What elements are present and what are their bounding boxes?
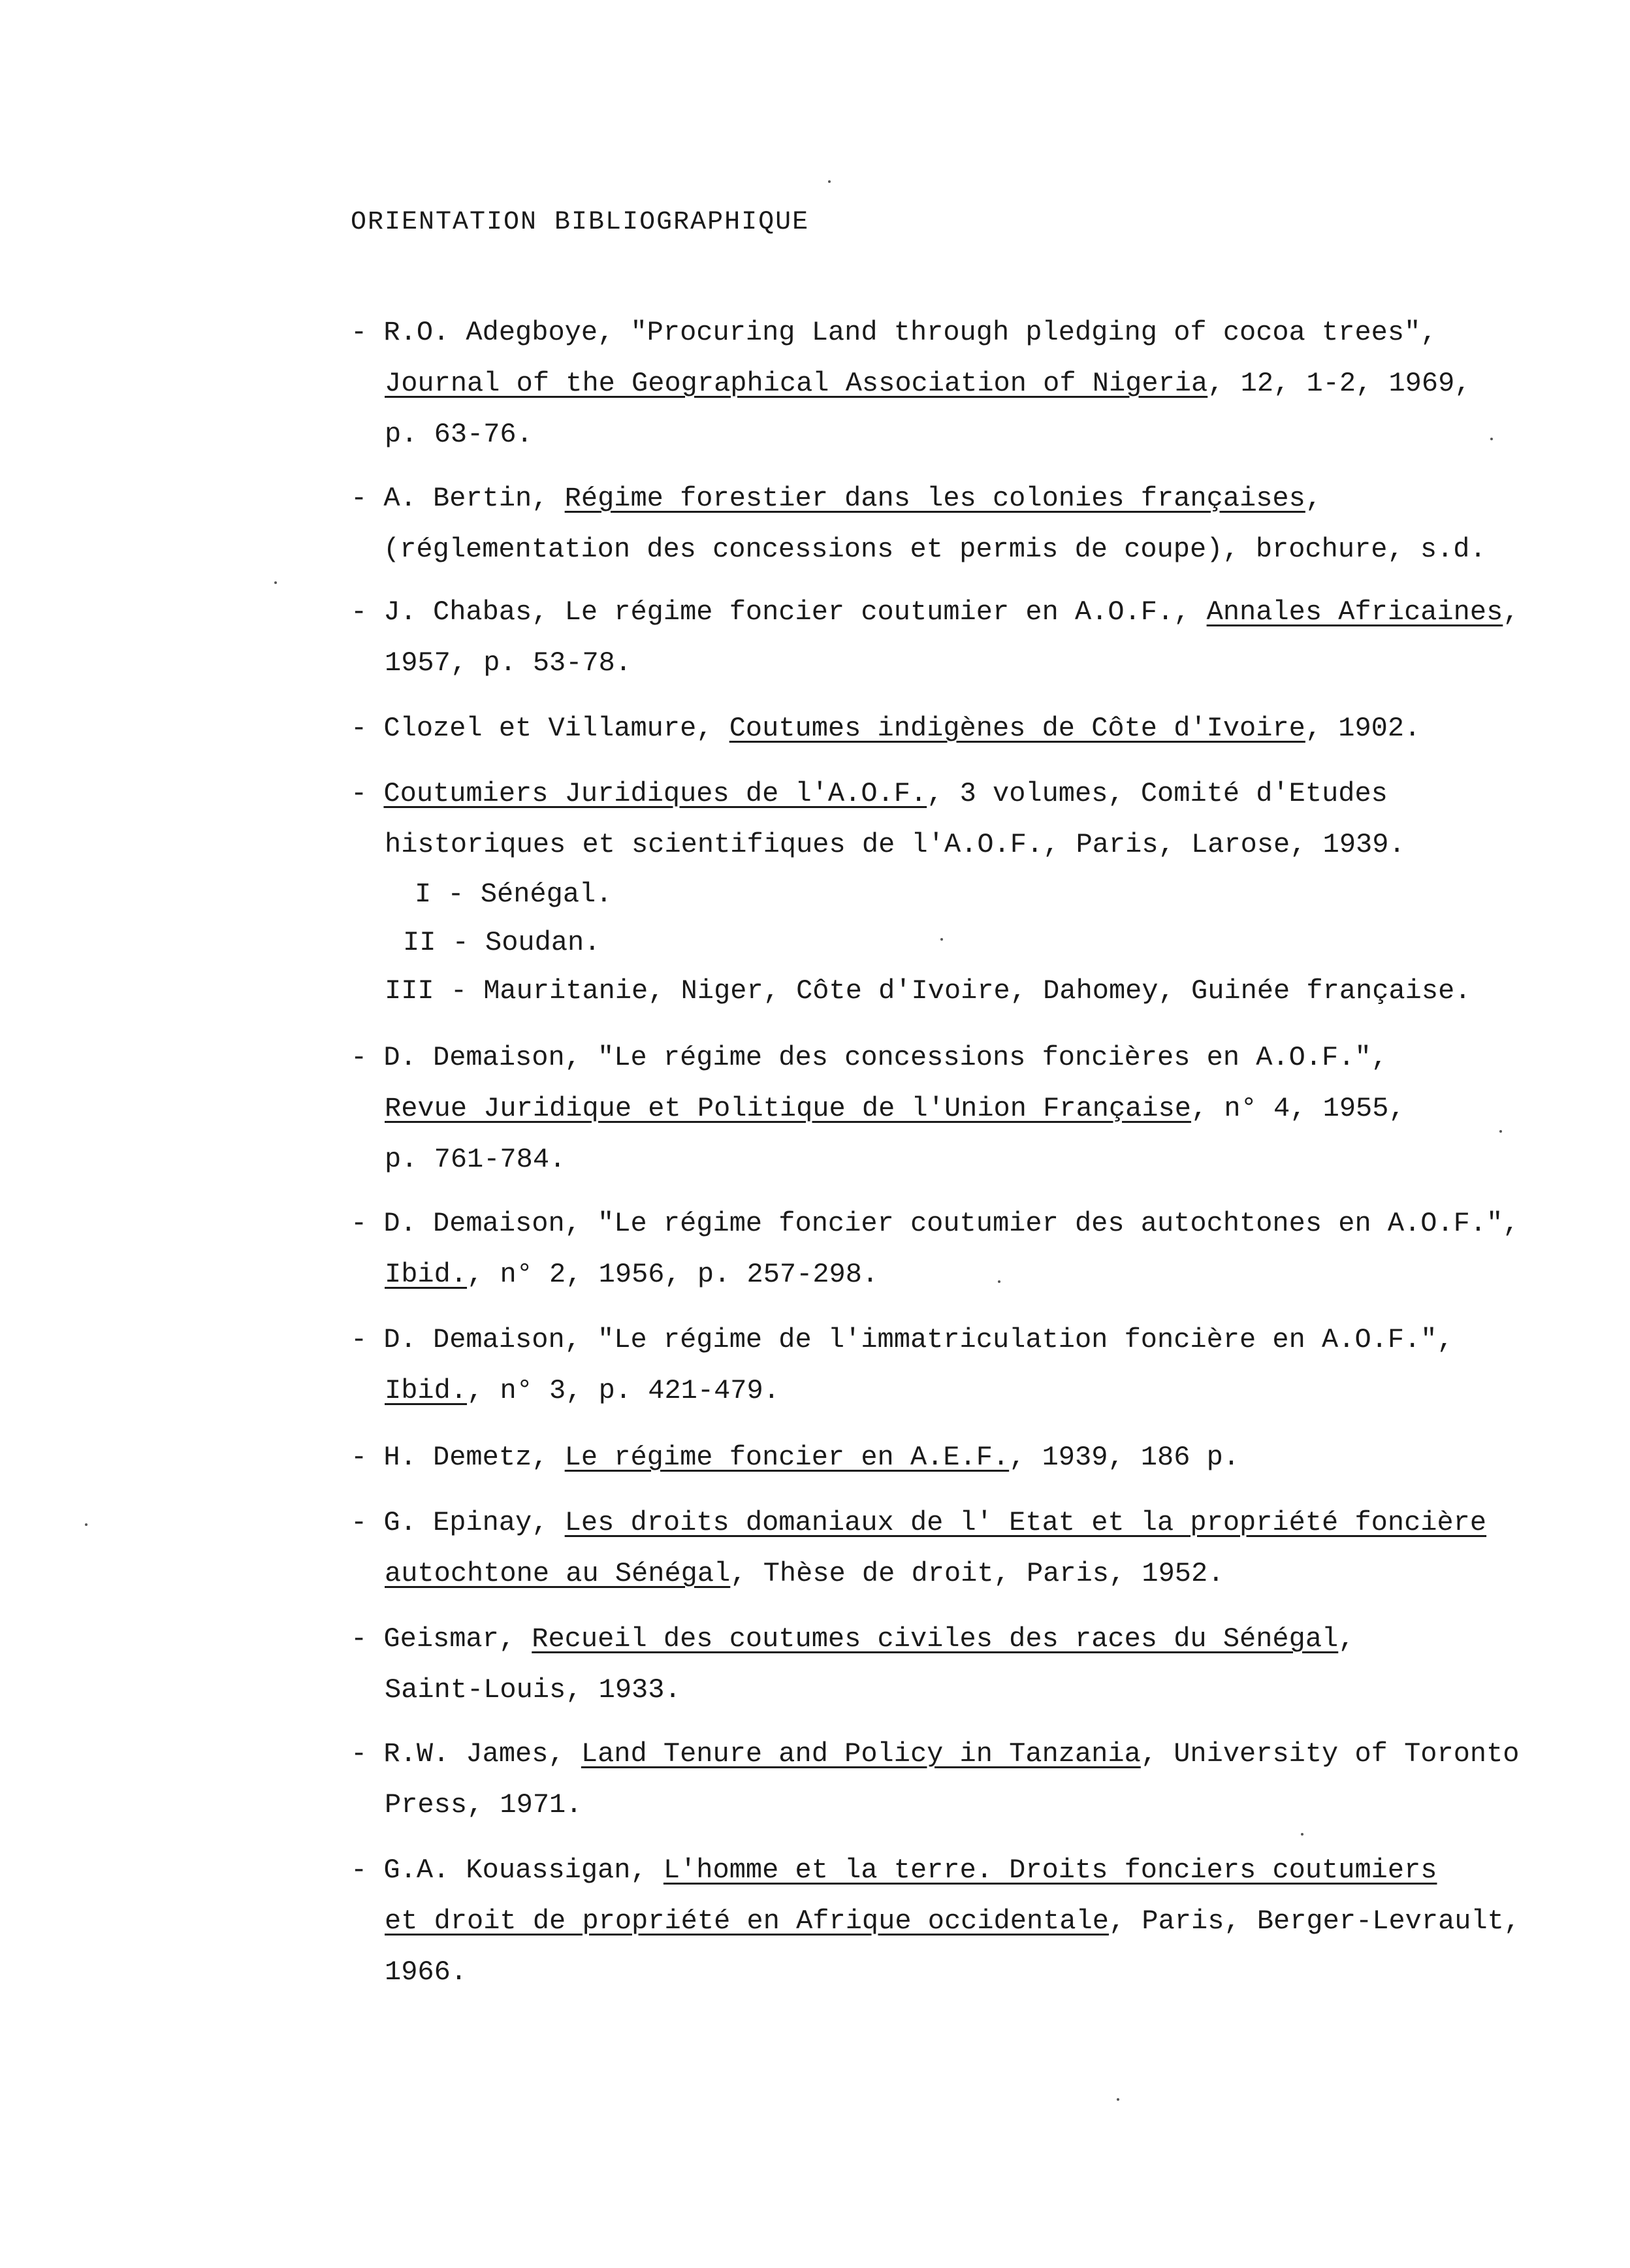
entry-line: - D. Demaison, "Le régime foncier coutumier des autochtones en A.O.F.", <box>351 1208 1520 1239</box>
entry-line: Ibid., n° 3, p. 421-479. <box>385 1375 780 1406</box>
entry-line: - G.A. Kouassigan, L'homme et la terre. Droits fonciers coutumiers <box>351 1855 1437 1886</box>
entry-line: - G. Epinay, Les droits domaniaux de l' Etat et la propriété foncière <box>351 1507 1487 1538</box>
volume-item: III - Mauritanie, Niger, Côte d'Ivoire, Dahomey, Guinée française. <box>385 975 1471 1007</box>
scan-speck <box>1490 438 1493 440</box>
scan-speck <box>1499 1130 1502 1133</box>
scan-speck <box>1301 1833 1303 1836</box>
bibliography-entry-bertin <box>351 473 1486 575</box>
entry-line: Saint-Louis, 1933. <box>385 1674 681 1706</box>
entry-line: p. 63-76. <box>385 419 533 450</box>
bibliography-entry-james <box>351 1728 1520 1830</box>
bibliography-entry-demaison-immatriculation <box>351 1314 1454 1416</box>
work-title-continued: et droit de propriété en Afrique occidentale <box>385 1905 1109 1937</box>
work-title: Les droits domaniaux de l' Etat et la propriété foncière <box>564 1507 1487 1538</box>
bibliography-entry-kouassigan <box>351 1845 1520 1998</box>
volume-item: I - Sénégal. <box>415 879 613 910</box>
work-title: Land Tenure and Policy in Tanzania <box>581 1738 1141 1770</box>
entry-line: Press, 1971. <box>385 1789 583 1821</box>
bibliography-entry-geismar <box>351 1613 1354 1715</box>
entry-line: et droit de propriété en Afrique occidentale, Paris, Berger-Levrault, <box>385 1905 1521 1937</box>
entry-line: historiques et scientifiques de l'A.O.F., Paris, Larose, 1939. <box>385 829 1405 860</box>
entry-line: - J. Chabas, Le régime foncier coutumier en A.O.F., Annales Africaines, <box>351 596 1520 628</box>
bibliography-entry-demaison-1955 <box>351 1032 1405 1185</box>
scan-speck <box>828 180 831 183</box>
entry-line: - Clozel et Villamure, Coutumes indigènes de Côte d'Ivoire, 1902. <box>351 713 1421 744</box>
scan-speck <box>85 1523 88 1526</box>
entry-line: - R.O. Adegboye, "Procuring Land through pledging of cocoa trees", <box>351 317 1437 348</box>
bibliography-entry-demetz <box>351 1432 1239 1483</box>
journal-title: Annales Africaines <box>1206 596 1503 628</box>
entry-line: (réglementation des concessions et permis de coupe), brochure, s.d. <box>383 534 1486 565</box>
volume-item: II - Soudan. <box>403 927 601 958</box>
entry-line: 1957, p. 53-78. <box>385 647 632 679</box>
work-title: L'homme et la terre. Droits fonciers coutumiers <box>663 1855 1437 1886</box>
entry-line: autochtone au Sénégal, Thèse de droit, Paris, 1952. <box>385 1558 1224 1589</box>
bibliography-entry-clozel <box>351 703 1420 754</box>
work-title-continued: autochtone au Sénégal <box>385 1558 731 1589</box>
bibliography-entry-demaison-1956 <box>351 1198 1520 1300</box>
scan-speck <box>1117 2098 1119 2101</box>
ibid-ref: Ibid. <box>385 1259 468 1290</box>
entry-line: Journal of the Geographical Association of Nigeria, 12, 1-2, 1969, <box>385 368 1471 399</box>
work-title: Régime forestier dans les colonies françaises <box>564 483 1305 514</box>
scan-speck <box>274 581 277 584</box>
scan-speck <box>940 938 943 941</box>
entry-line: - D. Demaison, "Le régime de l'immatriculation foncière en A.O.F.", <box>351 1324 1454 1355</box>
journal-title: Journal of the Geographical Association of Nigeria <box>385 368 1208 399</box>
entry-line: Ibid., n° 2, 1956, p. 257-298. <box>385 1259 879 1290</box>
work-title: Le régime foncier en A.E.F. <box>564 1442 1010 1473</box>
journal-title: Revue Juridique et Politique de l'Union Française <box>385 1093 1192 1124</box>
bibliography-entry-adegboye <box>351 307 1471 460</box>
entry-line: - A. Bertin, Régime forestier dans les colonies françaises, <box>351 483 1322 514</box>
entry-line: - Coutumiers Juridiques de l'A.O.F., 3 volumes, Comité d'Etudes <box>351 778 1388 809</box>
scan-speck <box>998 1280 1000 1283</box>
bibliography-entry-epinay <box>351 1497 1486 1599</box>
entry-line: p. 761-784. <box>385 1144 566 1175</box>
entry-line: - R.W. James, Land Tenure and Policy in Tanzania, University of Toronto <box>351 1738 1520 1770</box>
entry-line: - Geismar, Recueil des coutumes civiles des races du Sénégal, <box>351 1623 1355 1655</box>
entry-line: 1966. <box>385 1956 468 1988</box>
work-title: Coutumes indigènes de Côte d'Ivoire <box>729 713 1305 744</box>
entry-line: - D. Demaison, "Le régime des concessions foncières en A.O.F.", <box>351 1042 1388 1073</box>
page-title: ORIENTATION BIBLIOGRAPHIQUE <box>351 208 810 237</box>
bibliography-entry-coutumiers <box>351 768 1471 1015</box>
entry-line: - H. Demetz, Le régime foncier en A.E.F., 1939, 186 p. <box>351 1442 1240 1473</box>
ibid-ref: Ibid. <box>385 1375 468 1406</box>
work-title: Recueil des coutumes civiles des races du Sénégal <box>532 1623 1339 1655</box>
work-title: Coutumiers Juridiques de l'A.O.F. <box>383 778 927 809</box>
entry-line: Revue Juridique et Politique de l'Union Française, n° 4, 1955, <box>385 1093 1405 1124</box>
bibliography-entry-chabas <box>351 587 1520 688</box>
